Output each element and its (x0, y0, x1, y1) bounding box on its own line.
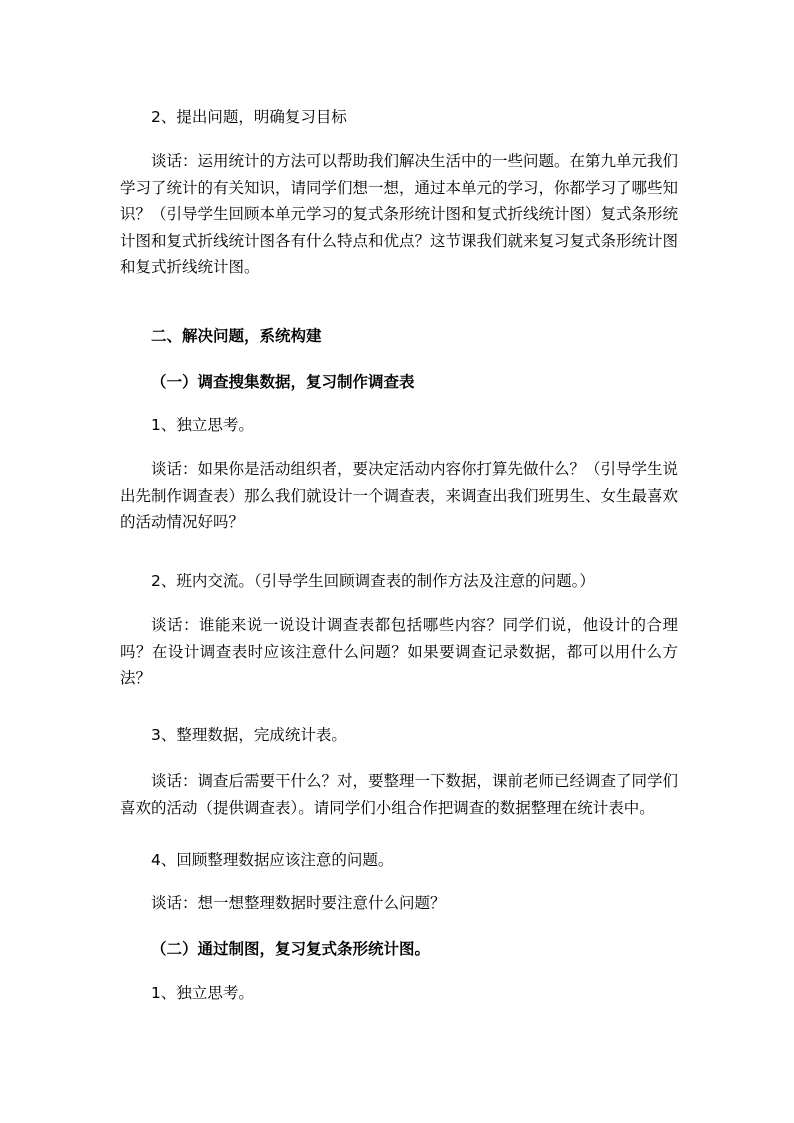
step-3-organize: 3、整理数据，完成统计表。 (151, 726, 347, 744)
paragraph-organize-data: 谈话：调查后需要干什么？对，要整理一下数据，课前老师已经调查了同学们喜欢的活动（提供调查表）。请同学们小组合作把调查的数据整理在统计表中。 (120, 772, 679, 817)
step-2-exchange: 2、班内交流。（引导学生回顾调查表的制作方法及注意的问题。） (151, 572, 595, 590)
paragraph-organizer: 谈话：如果你是活动组织者，要决定活动内容你打算先做什么？（引导学生说出先制作调查表）那么我们就设计一个调查表，来调查出我们班男生、女生最喜欢的活动情况好吗？ (120, 460, 679, 531)
step-2-title: 2、提出问题，明确复习目标 (151, 108, 347, 126)
subsection-heading-2: （二）通过制图，复习复式条形统计图。 (151, 940, 431, 958)
talk-think-data: 谈话：想一想整理数据时要注意什么问题？ (151, 894, 446, 912)
step-4-review: 4、回顾整理数据应该注意的问题。 (151, 851, 394, 869)
subsection-heading-1: （一）调查搜集数据，复习制作调查表 (151, 373, 415, 391)
step-1-think-again: 1、独立思考。 (151, 984, 254, 1002)
section-heading-2: 二、解决问题，系统构建 (151, 327, 322, 345)
step-1-think: 1、独立思考。 (151, 416, 254, 434)
paragraph-review-goal: 谈话：运用统计的方法可以帮助我们解决生活中的一些问题。在第九单元我们学习了统计的有关知识，请同学们想一想，通过本单元的学习，你都学习了哪些知识？（引导学生回顾本单元学习的复式条形统计图和复式折线统计图）复式条形统计图和复式折线统计图各有什么特点和优点？这节课我们就来复习复式条形统计图和复式折线统计图。 (120, 152, 679, 276)
paragraph-design-table: 谈话：谁能来说一说设计调查表都包括哪些内容？同学们说，他设计的合理吗？在设计调查表时应该注意什么问题？如果要调查记录数据，都可以用什么方法？ (120, 616, 678, 687)
